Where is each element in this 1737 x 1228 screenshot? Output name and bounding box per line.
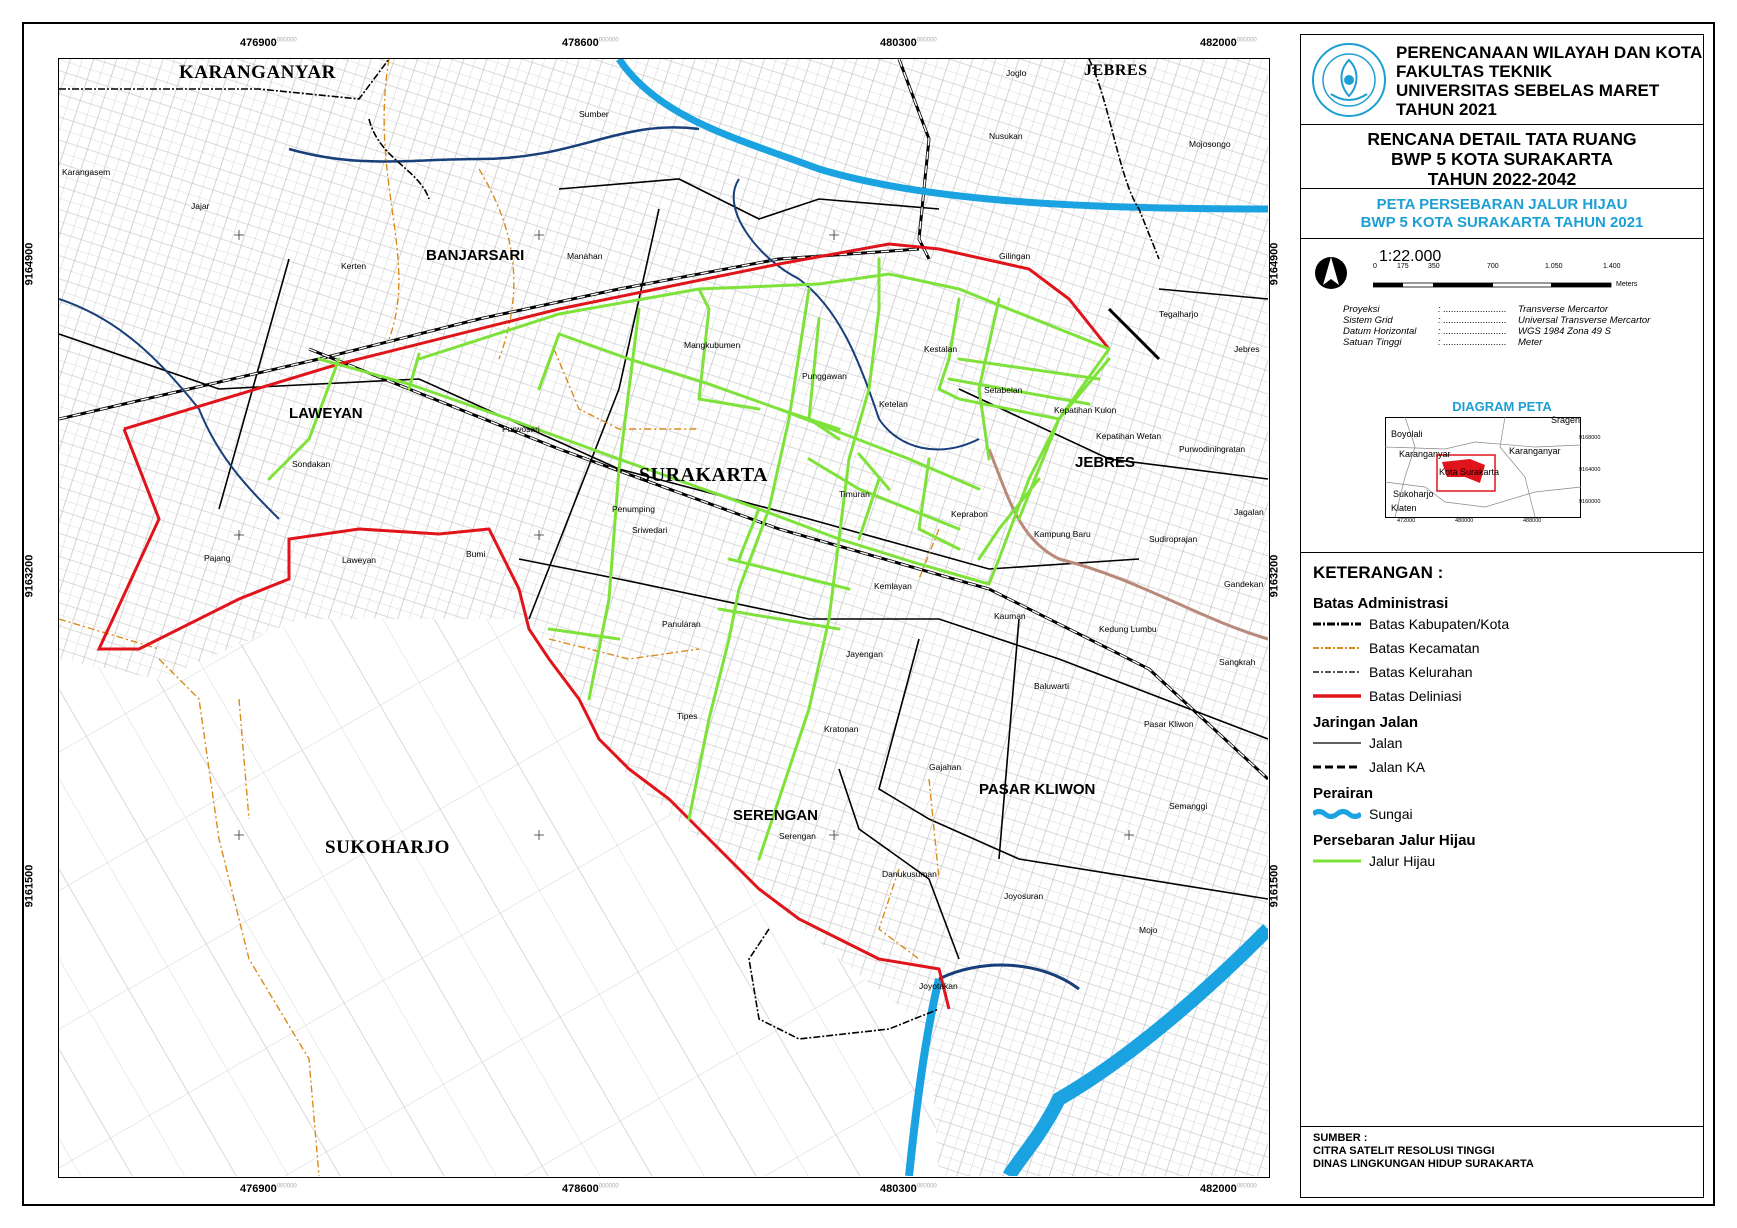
village-label: Serengan [779, 831, 816, 841]
village-label: Kauman [994, 611, 1026, 621]
village-label: Nusukan [989, 131, 1023, 141]
regency-label-sukoharjo: SUKOHARJO [325, 837, 450, 858]
village-label: Danukusuman [882, 869, 937, 879]
delineation-boundary-symbol [1313, 689, 1361, 703]
scale-unit: Meters [1616, 281, 1638, 288]
district-label-banjarsari: BANJARSARI [426, 247, 525, 264]
grid-y-label-left: 9163200 [23, 554, 36, 598]
village-label: Laweyan [342, 555, 377, 565]
map-title: PETA PERSEBARAN JALUR HIJAU BWP 5 KOTA SURAKARTA TAHUN 2021 [1301, 189, 1703, 239]
kabupaten-boundary-symbol [1313, 617, 1361, 631]
village-label: Mojo [1139, 925, 1158, 935]
village-label: Sangkrah [1219, 657, 1256, 667]
village-label: Jagalan [1234, 507, 1264, 517]
village-label: Kestalan [924, 344, 958, 354]
map-info-panel [1300, 34, 1704, 1198]
village-label: Joyotakan [919, 981, 958, 991]
inset-title: DIAGRAM PETA [1452, 399, 1552, 414]
legend-title: KETERANGAN : [1313, 563, 1444, 582]
legend-group-heading: Batas Administrasi [1313, 595, 1449, 612]
inset-map: Boyolali Sragen Karanganyar Karanganyar Kota Surakarta Sukoharjo Klaten 472000 480000 488000 9168000 9164000 9160000 [1385, 417, 1581, 537]
village-label: Setabelan [984, 385, 1023, 395]
village-label: Kratonan [824, 724, 859, 734]
district-label-jebres: JEBRES [1075, 454, 1136, 471]
map-canvas[interactable] [58, 58, 1270, 1178]
map-svg [59, 59, 1268, 1176]
village-label: Punggawan [802, 371, 847, 381]
road-line-symbol [1313, 736, 1361, 750]
village-label: Kepatihan Kulon [1054, 405, 1117, 415]
legend-group-heading: Persebaran Jalur Hijau [1313, 832, 1476, 849]
village-label: Pajang [204, 553, 231, 563]
village-label: Sriwedari [632, 525, 668, 535]
village-label: Purwodiningratan [1179, 444, 1246, 454]
village-label: Jayengan [846, 649, 883, 659]
institution-header [1301, 35, 1703, 125]
green-belt-line-symbol [1313, 854, 1361, 868]
village-label: Manahan [567, 251, 603, 261]
village-label: Baluwarti [1034, 681, 1069, 691]
village-label: Panularan [662, 619, 701, 629]
village-label: Karangasem [62, 167, 111, 177]
village-label: Mojosongo [1189, 139, 1231, 149]
grid-x-label-top: $476900^{000000}$ [240, 37, 297, 49]
scale-bar [1373, 275, 1643, 299]
kelurahan-boundary-symbol [1313, 665, 1361, 679]
legend-section [1301, 553, 1703, 1127]
village-label: Joyosuran [1004, 891, 1044, 901]
grid-y-label-right: 9163200 [1268, 554, 1281, 598]
village-label: Kerten [341, 261, 367, 271]
legend-group-heading: Jaringan Jalan [1313, 714, 1419, 731]
grid-y-label-right: 9164900 [1268, 242, 1281, 286]
city-label-surakarta: SURAKARTA [639, 464, 768, 486]
village-label: Ketelan [879, 399, 908, 409]
legend-list: Batas Administrasi Batas Kabupaten/Kota Batas Kecamatan Batas Kelurahan Batas Deliniasi Jaringan Jalan Jalan Jalan KA Perairan Sungai Persebaran Jalur Hijau Jalur Hijau [1313, 595, 1693, 873]
kecamatan-boundary-symbol [1313, 641, 1361, 655]
village-label: Sudiroprajan [1149, 534, 1198, 544]
grid-x-label-bottom: $482000^{000000}$ [1200, 1183, 1257, 1195]
grid-x-label-top: $478600^{000000}$ [562, 37, 619, 49]
grid-x-label-top: $482000^{000000}$ [1200, 37, 1257, 49]
legend-group-heading: Perairan [1313, 785, 1374, 802]
village-label: Joglo [1006, 68, 1027, 78]
village-label: Purwosari [502, 424, 540, 434]
village-label: Kepatihan Wetan [1096, 431, 1162, 441]
village-label: Sondakan [292, 459, 331, 469]
projection-info: Proyeksi : ........................ Transverse Mercartor Sistem Grid : ........................ Universal Transverse Mercartor Datum Horizontal : ........................ WGS 1984 Zona 49 S Satuan Tinggi : ........................ Meter [1343, 304, 1651, 348]
village-label: Semanggi [1169, 801, 1208, 811]
village-label: Timuran [839, 489, 870, 499]
regency-label-jebres: JEBRES [1084, 62, 1148, 79]
grid-x-label-bottom: $478600^{000000}$ [562, 1183, 619, 1195]
grid-x-label-bottom: $480300^{000000}$ [880, 1183, 937, 1195]
grid-y-label-left: 9164900 [23, 242, 36, 286]
village-label: Gilingan [999, 251, 1031, 261]
scale-ratio: 1:22.000 [1379, 248, 1442, 265]
institution-name: PERENCANAAN WILAYAH DAN KOTA FAKULTAS TEKNIK UNIVERSITAS SEBELAS MARET TAHUN 2021 [1396, 43, 1703, 119]
district-label-pasar-kliwon: PASAR KLIWON [979, 781, 1096, 798]
village-label: Sumber [579, 109, 609, 119]
village-label: Gandekan [1224, 579, 1264, 589]
village-label: Bumi [466, 549, 486, 559]
regency-label-karanganyar: KARANGANYAR [179, 62, 336, 83]
village-label: Kampung Baru [1034, 529, 1091, 539]
district-label-laweyan: LAWEYAN [289, 405, 363, 422]
grid-y-label-right: 9161500 [1268, 864, 1281, 908]
district-label-serengan: SERENGAN [733, 807, 819, 824]
village-label: Tegalharjo [1159, 309, 1199, 319]
scale-and-inset-section [1301, 239, 1703, 553]
grid-x-label-bottom: $476900^{000000}$ [240, 1183, 297, 1195]
scale-ticks: 0 175 350 700 1.050 1.400 [1373, 263, 1621, 270]
village-label: Tipes [677, 711, 698, 721]
village-label: Gajahan [929, 762, 962, 772]
village-label: Jajar [191, 201, 210, 211]
village-label: Jebres [1234, 344, 1260, 354]
river-line-symbol [1313, 807, 1361, 821]
village-label: Kemlayan [874, 581, 912, 591]
village-label: Keprabon [951, 509, 988, 519]
grid-y-label-left: 9161500 [23, 864, 36, 908]
village-label: Mangkubumen [684, 340, 741, 350]
railway-line-symbol [1313, 760, 1361, 774]
village-label: Kedung Lumbu [1099, 624, 1157, 634]
source-note: SUMBER : CITRA SATELIT RESOLUSI TINGGI DINAS LINGKUNGAN HIDUP SURAKARTA [1313, 1132, 1534, 1170]
plan-title: RENCANA DETAIL TATA RUANG BWP 5 KOTA SURAKARTA TAHUN 2022-2042 [1301, 125, 1703, 189]
north-arrow-icon [1313, 251, 1349, 295]
uns-seal-icon [1309, 40, 1389, 120]
village-label: Penumping [612, 504, 656, 514]
village-label: Pasar Kliwon [1144, 719, 1194, 729]
grid-x-label-top: $480300^{000000}$ [880, 37, 937, 49]
